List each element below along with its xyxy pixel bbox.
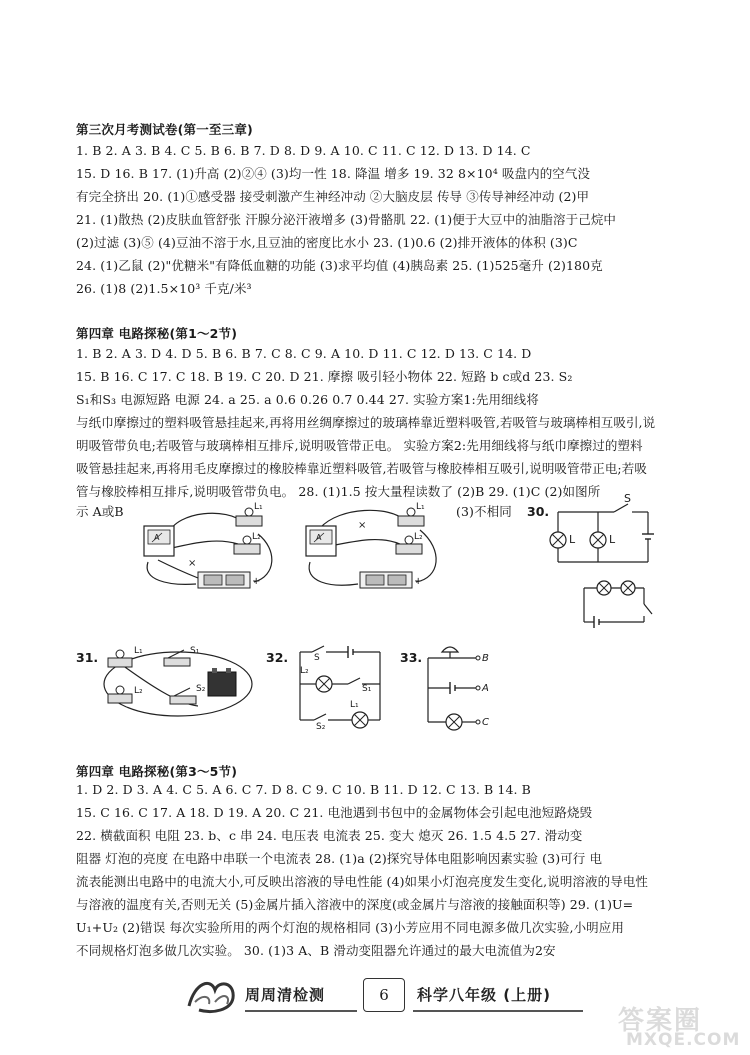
answer-line: 与纸巾摩擦过的塑料吸管悬挂起来,再将用丝绸摩擦过的玻璃棒靠近塑料吸管,若吸管与玻璃棒相互吸引,说 bbox=[76, 415, 656, 430]
answer-line: 1. B 2. A 3. B 4. C 5. B 6. B 7. D 8. D 9. A 10. C 11. C 12. D 13. D 14. C bbox=[76, 143, 531, 158]
answer-line: 与溶液的温度有关,否则无关 (5)金属片插入溶液中的深度(或金属片与溶液的接触面积等) 29. (1)U= bbox=[76, 897, 634, 912]
q32-label: 32. bbox=[266, 650, 289, 665]
svg-text:A: A bbox=[154, 533, 160, 542]
page-footer bbox=[185, 976, 585, 1016]
q32-l2-label: L₂ bbox=[300, 666, 309, 676]
footer-rule bbox=[413, 1010, 583, 1012]
q33-a-label: A bbox=[482, 683, 489, 694]
q31-s1-label: S₁ bbox=[190, 646, 200, 656]
q32-s-label: S bbox=[314, 653, 320, 663]
answer-line: 15. C 16. C 17. A 18. D 19. A 20. C 21. 电池遇到书包中的金属物体会引起电池短路烧毁 bbox=[76, 805, 593, 820]
section-title-chapter4-part2: 第四章 电路探秘(第3～5节) bbox=[76, 764, 238, 779]
q32-s2-label: S₂ bbox=[316, 722, 326, 732]
q32-s1-label: S₁ bbox=[362, 684, 372, 694]
lamp-l1-label: L₁ bbox=[254, 502, 263, 512]
answer-line: U₁+U₂ (2)错误 每次实验所用的两个灯泡的规格相同 (3)小芳应用不同电源多做几次实验,小明应用 bbox=[76, 920, 624, 935]
svg-text:×: × bbox=[188, 558, 197, 569]
q31-label: 31. bbox=[76, 650, 99, 665]
answer-line: 26. (1)8 (2)1.5×10³ 千克/米³ bbox=[76, 281, 252, 296]
answer-line: 吸管悬挂起来,再将用毛皮摩擦过的橡胶棒靠近塑料吸管,若吸管与橡胶棒相互吸引,说明吸管带正电;若吸 bbox=[76, 461, 647, 476]
section-title-monthly-test-3: 第三次月考测试卷(第一至三章) bbox=[76, 122, 253, 137]
q30-circuit-diagram bbox=[548, 492, 668, 640]
answer-line: 有完全挤出 20. (1)①感受器 接受刺激产生神经冲动 ②大脑皮层 传导 ③传导神经冲动 (2)甲 bbox=[76, 189, 590, 204]
q32-l1-label: L₁ bbox=[350, 700, 359, 710]
watermark-bottom-text: MXQE.COM bbox=[626, 1030, 741, 1050]
q29-part3-answer: (3)不相同 bbox=[456, 504, 512, 519]
q31-l1-label: L₁ bbox=[134, 646, 143, 656]
svg-text:A: A bbox=[316, 533, 322, 542]
q31-circuit-figure bbox=[98, 644, 258, 724]
q31-l2-label: L₂ bbox=[134, 686, 143, 696]
watermark bbox=[612, 1000, 742, 1052]
q29-circuit-figure-1 bbox=[138, 500, 286, 596]
q30-lamp-label: L bbox=[569, 533, 576, 546]
lamp-l2-label: L₂ bbox=[414, 532, 423, 542]
answer-line: 不同规格灯泡多做几次实验。 30. (1)3 A、B 滑动变阻器允许通过的最大电流值为2安 bbox=[76, 943, 556, 958]
svg-text:+: + bbox=[252, 576, 261, 587]
answer-line: 流表能测出电路中的电流大小,可反映出溶液的导电性能 (4)如果小灯泡亮度发生变化,说明溶液的导电性 bbox=[76, 874, 649, 889]
watermark-top-text: 答案圈 bbox=[618, 1006, 703, 1036]
answer-line: 15. B 16. C 17. C 18. B 19. C 20. D 21. 摩擦 吸引轻小物体 22. 短路 b c或d 23. S₂ bbox=[76, 369, 573, 384]
page-number: 6 bbox=[363, 978, 405, 1012]
answer-line: 15. D 16. B 17. (1)升高 (2)②④ (3)均一性 18. 降温 增多 19. 32 8×10⁴ 吸盘内的空气没 bbox=[76, 166, 591, 181]
brand-text: 周周清检测 bbox=[245, 986, 326, 1004]
answer-line: 明吸管带负电;若吸管与玻璃棒相互排斥,说明吸管带正电。 实验方案2:先用细线将与纸巾摩擦过的塑料 bbox=[76, 438, 643, 453]
answer-line: 阻器 灯泡的亮度 在电路中串联一个电流表 28. (1)a (2)探究导体电阻影响因素实验 (3)可行 电 bbox=[76, 851, 603, 866]
answer-line: 示 A或B bbox=[76, 504, 124, 519]
svg-text:+: + bbox=[414, 576, 423, 587]
q29-circuit-figure-2 bbox=[300, 500, 450, 596]
section-title-chapter4-part1: 第四章 电路探秘(第1～2节) bbox=[76, 326, 238, 341]
q33-c-label: C bbox=[482, 717, 489, 728]
answer-line: 21. (1)散热 (2)皮肤血管舒张 汗腺分泌汗液增多 (3)骨骼肌 22. (1)便于大豆中的油脂溶于己烷中 bbox=[76, 212, 617, 227]
svg-text:×: × bbox=[358, 520, 367, 531]
q32-circuit-diagram bbox=[292, 644, 392, 734]
answer-line: 管与橡胶棒相互排斥,说明吸管带负电。 28. (1)1.5 按大量程读数了 (2)B 29. (1)C (2)如图所 bbox=[76, 484, 601, 499]
q30-switch-label: S bbox=[624, 492, 631, 505]
answer-line: S₁和S₃ 电源短路 电源 24. a 25. a 0.6 0.26 0.7 0.44 27. 实验方案1:先用细线将 bbox=[76, 392, 539, 407]
answer-line: 22. 横截面积 电阻 23. b、c 串 24. 电压表 电流表 25. 变大 熄灭 26. 1.5 4.5 27. 滑动变 bbox=[76, 828, 583, 843]
q33-label: 33. bbox=[400, 650, 423, 665]
q33-b-label: B bbox=[482, 653, 489, 664]
answer-line: (2)过滤 (3)⑤ (4)豆油不溶于水,且豆油的密度比水小 23. (1)0.6 (2)排开液体的体积 (3)C bbox=[76, 235, 578, 250]
q30-lamp-label: L bbox=[609, 533, 616, 546]
answer-line: 1. D 2. D 3. A 4. C 5. A 6. C 7. D 8. C 9. C 10. B 11. D 12. C 13. B 14. B bbox=[76, 782, 531, 797]
answer-line: 1. B 2. A 3. D 4. D 5. B 6. B 7. C 8. C 9. A 10. D 11. C 12. D 13. C 14. D bbox=[76, 346, 532, 361]
q33-circuit-diagram bbox=[420, 642, 490, 732]
lamp-l2-label: L₂ bbox=[252, 532, 261, 542]
footer-rule bbox=[245, 1010, 357, 1012]
q31-s2-label: S₂ bbox=[196, 684, 206, 694]
book-title: 科学八年级 (上册) bbox=[417, 986, 551, 1004]
answer-line: 24. (1)乙鼠 (2)"优糖米"有降低血糖的功能 (3)求平均值 (4)胰岛素 25. (1)525毫升 (2)180克 bbox=[76, 258, 603, 273]
q30-label: 30. bbox=[527, 504, 550, 519]
brand-logo-icon bbox=[185, 976, 239, 1016]
lamp-l1-label: L₁ bbox=[416, 502, 425, 512]
